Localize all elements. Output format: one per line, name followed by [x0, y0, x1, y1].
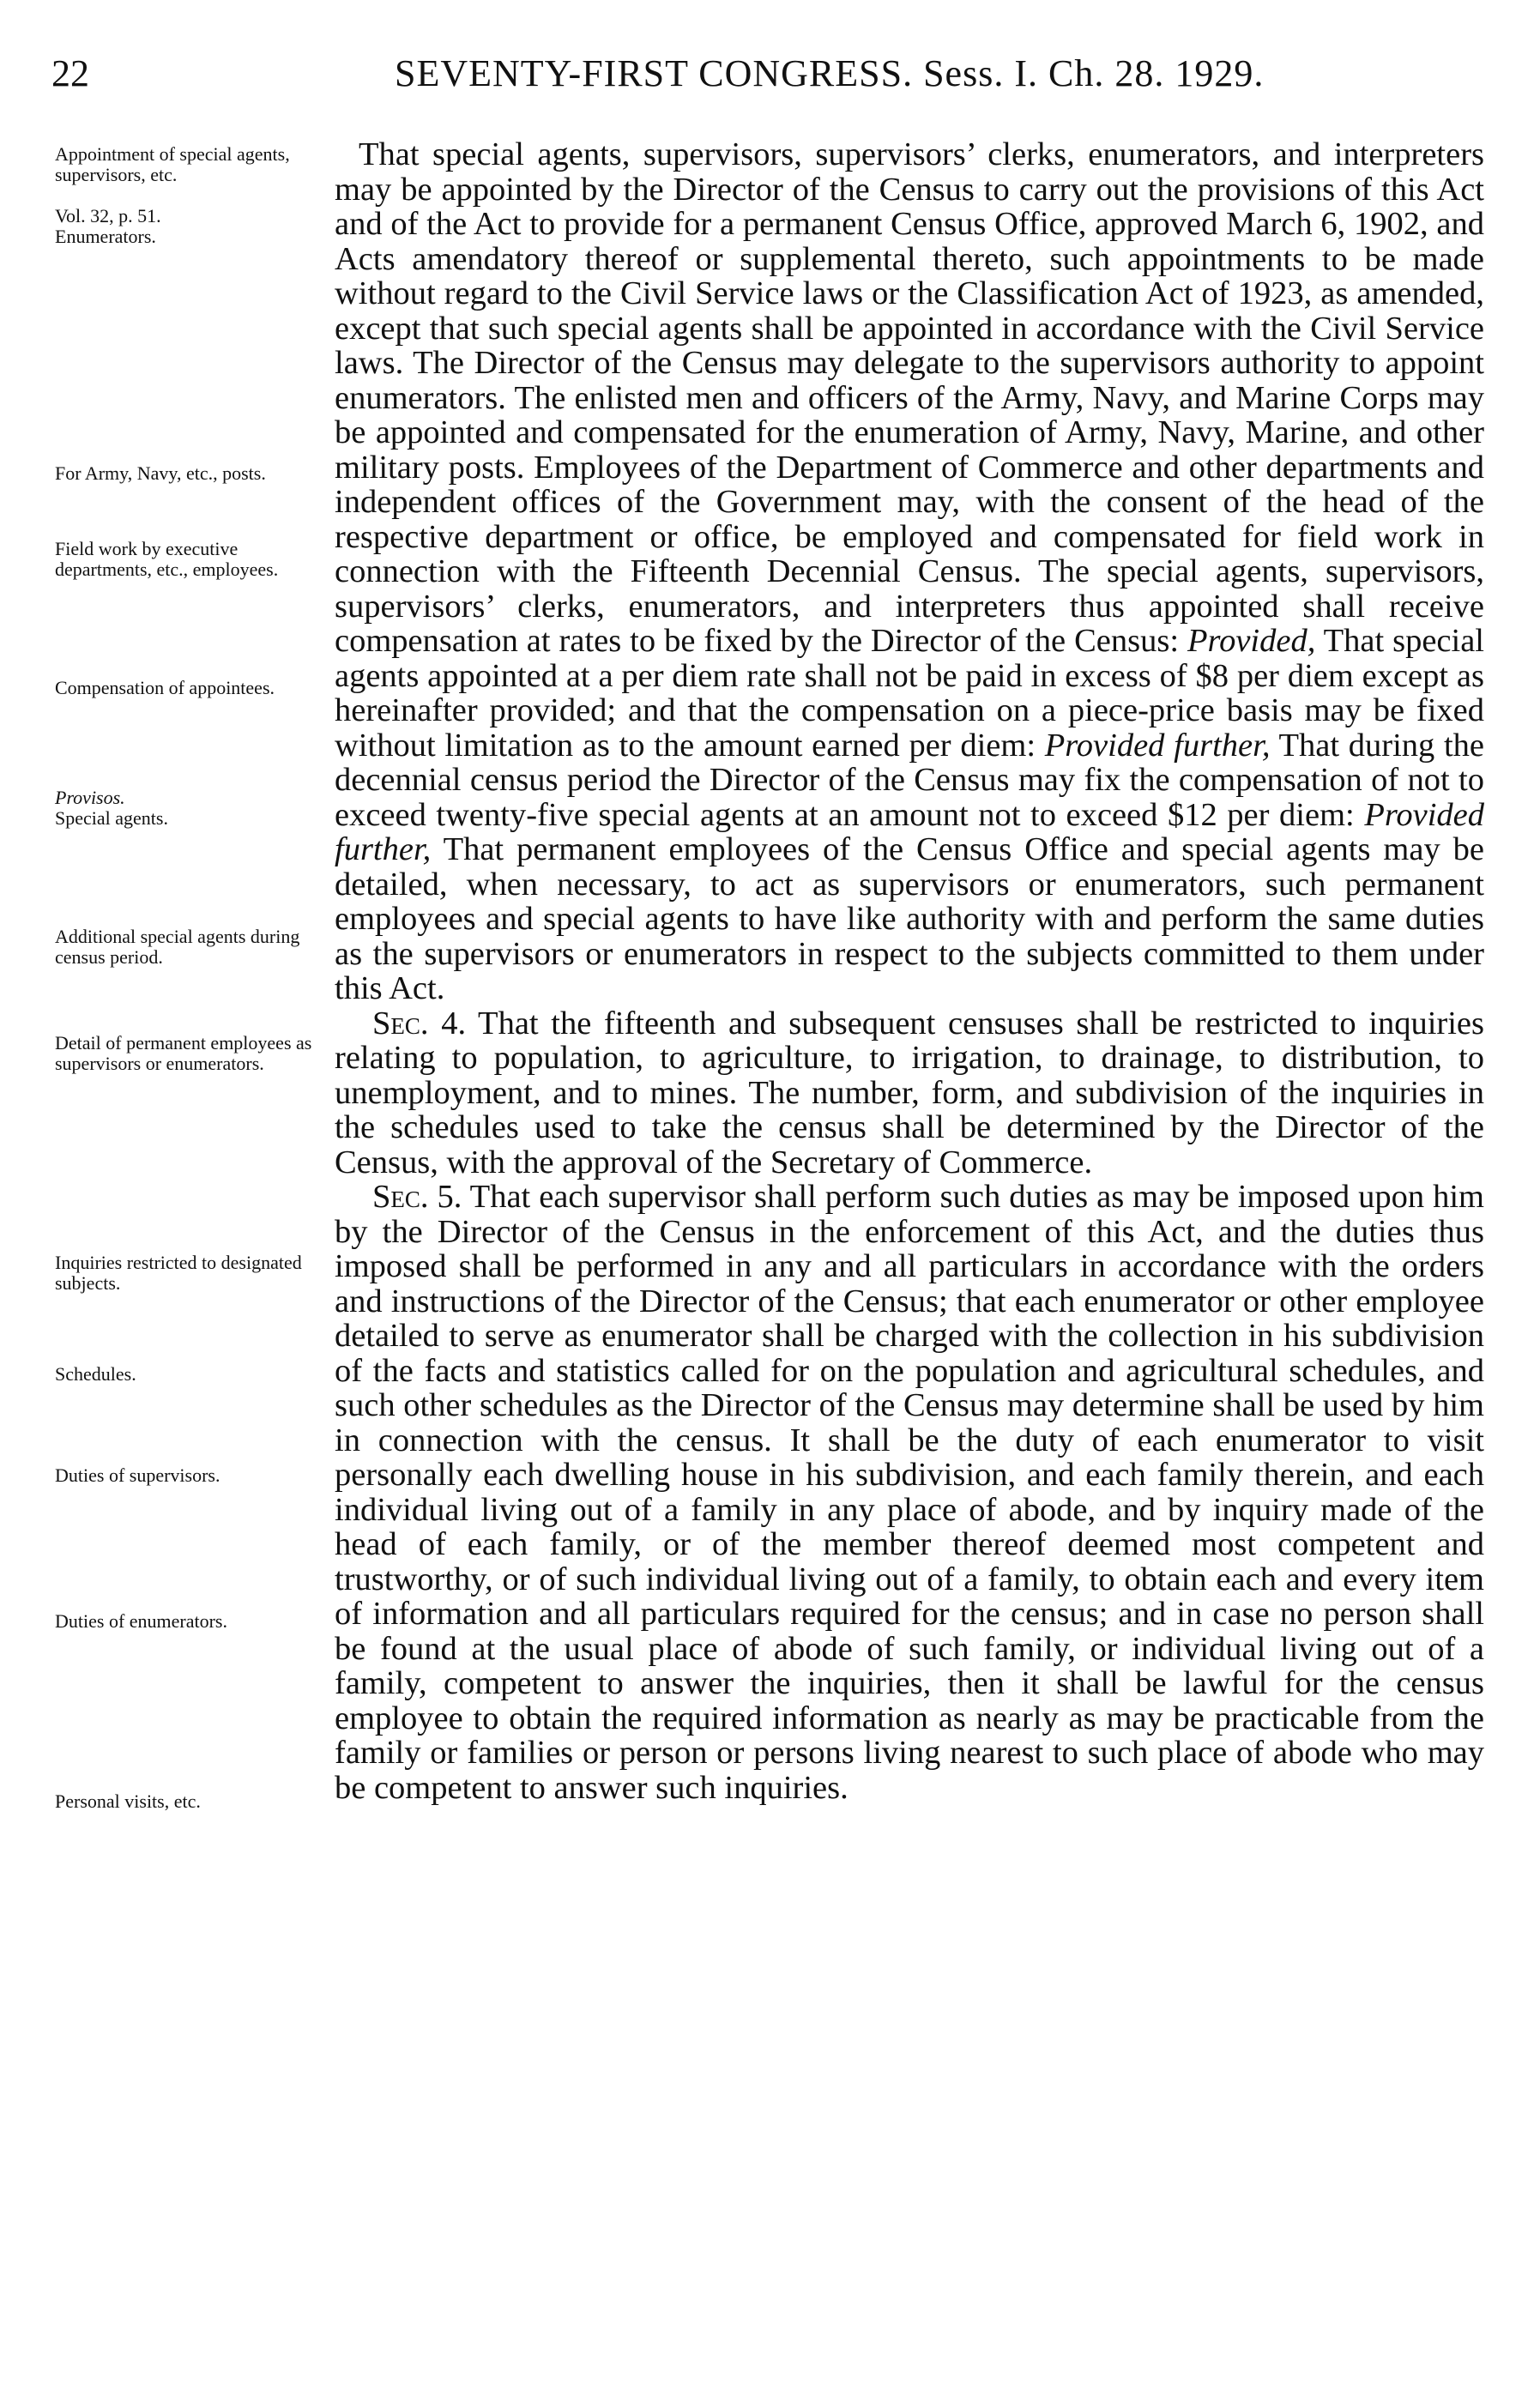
- margin-note: Additional special agents during census period.: [55, 926, 300, 968]
- page-number: 22: [51, 52, 89, 94]
- margin-note: Detail of permanent employees as supervisors or enumerators.: [55, 1032, 312, 1074]
- text-run: That special agents appointed at a per diem rate shall not be paid in excess of $8 per diem except as hereinafter provided; and that the compensation on a piece-price basis may be fixed without limitation as to the amount earned per diem:: [335, 623, 1484, 764]
- margin-note: Schedules.: [55, 1363, 136, 1385]
- margin-note: Inquiries restricted to designated subjects.: [55, 1252, 302, 1294]
- proviso-label: Provided further,: [335, 796, 1485, 867]
- paragraph-section-4: [335, 1006, 1484, 1180]
- text-run: That permanent employees of the Census Office and special agents may be detailed, when necessary, to act as supervisors or enumerators, such permanent employees and special agents to have like authority with and perform the same duties as the supervisors or enumerators in respect to the subjects committed to them under this Act.: [335, 831, 1484, 1006]
- margin-note-provisos: Provisos.: [55, 787, 125, 808]
- text-run: That each supervisor shall perform such duties as may be imposed upon him by the Director of the Census in the enforcement of this Act, and the duties thus imposed shall be performed in any and all particulars in accordance with the orders and instructions of the Director of the Census; that each enumerator or other employee detailed to serve as enumerator shall be charged with the collection in his subdivision of the facts and statistics called for on the population and agricultural schedules, and such other schedules as the Director of the Census may determine shall be used by him in connection with the census. It shall be the duty of each enumerator to visit personally each dwelling house in his subdivision, and each family therein, and each individual living out of a family in any place of abode, and by inquiry made of the head of each family, or of the member thereof deemed most competent and trustworthy, or of such individual living out of a family, to obtain each and every item of information and all particulars required for the census; and in case no person shall be found at the usual place of abode of such family, or individual living out of a family, competent to answer the inquiries, then it shall be lawful for the census employee to obtain the required information as nearly as may be practicable from the family or families or person or persons living nearest to such place of abode who may be competent to answer such inquiries.: [335, 1179, 1484, 1806]
- margin-note: Enumerators.: [55, 226, 156, 247]
- section-label: Sec. 5.: [372, 1179, 462, 1215]
- margin-note: For Army, Navy, etc., posts.: [55, 462, 266, 484]
- margin-note: Duties of enumerators.: [55, 1610, 227, 1632]
- proviso-label: Provided further,: [1044, 727, 1271, 764]
- paragraph-section-5: [335, 1180, 1484, 1805]
- margin-note: Personal visits, etc.: [55, 1790, 201, 1812]
- page-header: [51, 51, 1458, 103]
- statute-text: [335, 137, 1484, 1805]
- margin-note: Appointment of special agents, supervisors, etc.: [55, 143, 290, 185]
- margin-note: Special agents.: [55, 807, 168, 829]
- margin-note: Field work by executive departments, etc., employees.: [55, 538, 279, 580]
- section-label: Sec. 4.: [372, 1005, 467, 1042]
- text-run: That during the decennial census period the Director of the Census may fix the compensation of not to exceed twenty-five special agents at an amount not to exceed $12 per diem:: [335, 727, 1485, 833]
- text-run: That special agents, supervisors, supervisors’ clerks, enumerators, and interpreters may be appointed by the Director of the Census to carry out the provisions of this Act and of the Act to provide for a permanent Census Office, approved March 6, 1902, and Acts amendatory thereof or supplemental thereto, such appointments to be made without regard to the Civil Service laws or the Classification Act of 1923, as amended, except that such special agents shall be appointed in accordance with the Civil Service laws. The Director of the Census may delegate to the supervisors authority to appoint enumerators. The enlisted men and officers of the Army, Navy, and Marine Corps may be appointed and compensated for the enumeration of Army, Navy, Marine, and other military posts. Employees of the Department of Commerce and other departments and independent offices of the Government may, with the consent of the head of the respective department or office, be employed and compensated for field work in connection with the Fifteenth Decennial Census. The special agents, supervisors, supervisors’ clerks, enumerators, and interpreters thus appointed shall receive compensation at rates to be fixed by the Director of the Census:: [335, 136, 1484, 659]
- margin-note: Vol. 32, p. 51.: [55, 205, 161, 226]
- paragraph-section-3: [335, 137, 1484, 1006]
- margin-note: Duties of supervisors.: [55, 1464, 220, 1486]
- text-run: That the fifteenth and subsequent censuses shall be restricted to inquiries relating to population, to agriculture, to irrigation, to drainage, to distribution, to unemployment, and to mines. The number, form, and subdivision of the inquiries in the schedules used to take the census shall be determined by the Director of the Census, with the approval of the Secretary of Commerce.: [335, 1005, 1484, 1180]
- running-title: SEVENTY-FIRST CONGRESS. Sess. I. Ch. 28. 1929.: [395, 52, 1265, 94]
- margin-note: Compensation of appointees.: [55, 677, 275, 698]
- proviso-label: Provided,: [1187, 623, 1316, 659]
